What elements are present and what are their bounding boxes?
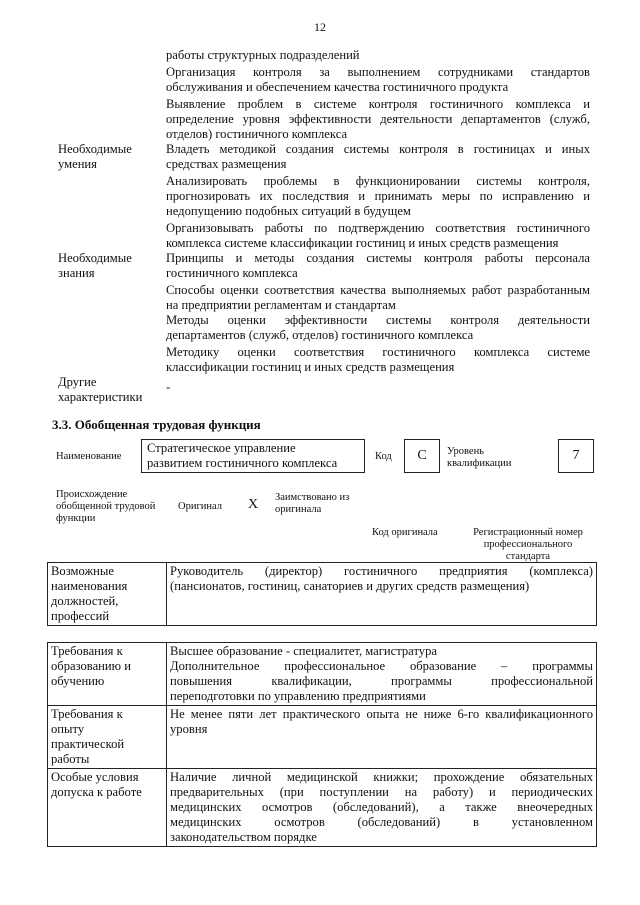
positions-value-line: Руководитель (директор) гостиничного предприятия (комплекса) bbox=[170, 564, 593, 578]
level-label: квалификации bbox=[447, 458, 512, 469]
skills-line: Владеть методикой создания системы контроля в гостиницах и иных bbox=[166, 142, 590, 156]
orig-code-label: Код оригинала bbox=[372, 527, 438, 538]
name-box bbox=[141, 439, 365, 473]
skills-line: Анализировать проблемы в функционировании системы контроля, bbox=[166, 174, 590, 188]
requirement-label-line: Особые условия bbox=[51, 770, 139, 784]
knowledge-line: классификации гостиниц и иных средств размещения bbox=[166, 360, 455, 374]
positions-label-line: Возможные bbox=[51, 564, 114, 578]
text-line: определение уровня эффективности деятельности департаментов (служб, bbox=[166, 112, 590, 126]
requirements-table bbox=[47, 642, 597, 847]
borrowed-label: оригинала bbox=[275, 504, 322, 515]
origin-label: обобщенной трудовой bbox=[56, 501, 156, 512]
requirement-value-line: Высшее образование - специалитет, магистратура bbox=[170, 644, 437, 658]
table-row bbox=[48, 563, 597, 626]
knowledge-line: Методы оценки эффективности системы контроля деятельности bbox=[166, 313, 590, 327]
requirement-label-cell bbox=[48, 706, 167, 769]
page-number: 12 bbox=[314, 20, 326, 34]
skills-line: прогнозировать их последствия и принимать меры по исправлению и bbox=[166, 189, 590, 203]
origin-label: Происхождение bbox=[56, 489, 128, 500]
requirement-label-line: образованию и bbox=[51, 659, 131, 673]
requirement-label-line: обучению bbox=[51, 674, 105, 688]
requirement-value-line: переподготовки по управлению предприятиями bbox=[170, 689, 426, 703]
positions-label-line: наименования bbox=[51, 579, 128, 593]
requirement-label-line: практической bbox=[51, 737, 125, 751]
requirement-label-cell bbox=[48, 643, 167, 706]
other-label: характеристики bbox=[58, 390, 143, 404]
skills-label: умения bbox=[58, 157, 97, 171]
name-line: Стратегическое управление bbox=[147, 441, 296, 455]
skills-label: Необходимые bbox=[58, 142, 132, 156]
requirement-value-cell bbox=[167, 769, 597, 847]
requirement-value-cell bbox=[167, 643, 597, 706]
code-label: Код bbox=[375, 451, 392, 462]
skills-line: Организовывать работы по подтверждению соответствия гостиничного bbox=[166, 221, 590, 235]
text-line: отделов) гостиничного комплекса bbox=[166, 127, 348, 141]
knowledge-line: на предприятии регламентам и стандартам bbox=[166, 298, 396, 312]
section-title: 3.3. Обобщенная трудовая функция bbox=[52, 417, 261, 432]
borrowed-label: Заимствовано из bbox=[275, 492, 350, 503]
skills-line: комплекса системе классификации гостиниц и иных средств размещения bbox=[166, 236, 559, 250]
text-line: обслуживания и обеспечением качества гостиничного продукта bbox=[166, 80, 509, 94]
requirement-label-line: Требования к bbox=[51, 644, 123, 658]
requirement-value-line: повышения квалификации, программы профессиональной bbox=[170, 674, 593, 688]
other-value: - bbox=[166, 380, 171, 394]
original-mark: X bbox=[248, 497, 259, 512]
positions-table bbox=[47, 562, 597, 626]
knowledge-label: Необходимые bbox=[58, 251, 132, 265]
name-line: развитием гостиничного комплекса bbox=[147, 456, 338, 470]
skills-line: средствах размещения bbox=[166, 157, 287, 171]
other-label: Другие bbox=[58, 375, 97, 389]
table-row bbox=[48, 706, 597, 769]
knowledge-line: Способы оценки соответствия качества выполняемых работ разработанным bbox=[166, 283, 590, 297]
knowledge-label: знания bbox=[58, 266, 95, 280]
reg-label: профессионального bbox=[483, 539, 573, 550]
original-label: Оригинал bbox=[178, 501, 222, 512]
requirement-label-line: работы bbox=[51, 752, 90, 766]
requirement-value-cell bbox=[167, 706, 597, 769]
reg-label: Регистрационный номер bbox=[473, 527, 583, 538]
positions-value-cell bbox=[167, 563, 597, 626]
text-line: работы структурных подразделений bbox=[166, 48, 360, 62]
requirement-value-line: Не менее пяти лет практического опыта не ниже 6-го квалификационного bbox=[170, 707, 593, 721]
reg-label: стандарта bbox=[505, 551, 551, 562]
requirement-value-line: Наличие личной медицинской книжки; прохождение обязательных bbox=[170, 770, 593, 784]
requirement-value-line: предварительных (при поступлении на работу) и периодических bbox=[170, 785, 593, 799]
knowledge-line: департаментов (служб, отделов) гостиничного комплекса bbox=[166, 328, 474, 342]
origin-label: функции bbox=[56, 513, 96, 524]
positions-label-line: должностей, bbox=[51, 594, 119, 608]
positions-value-line: (пансионатов, гостиниц, санаториев и других средств размещения) bbox=[170, 579, 530, 593]
skills-line: недопущению подобных ситуаций в будущем bbox=[166, 204, 411, 218]
requirement-value-line: законодательством порядке bbox=[170, 830, 317, 844]
name-label: Наименование bbox=[56, 451, 122, 462]
requirement-label-line: опыту bbox=[51, 722, 85, 736]
text-line: Организация контроля за выполнением сотрудниками стандартов bbox=[166, 65, 590, 79]
knowledge-line: Принципы и методы создания системы контроля работы персонала bbox=[166, 251, 590, 265]
requirement-label-cell bbox=[48, 769, 167, 847]
requirement-label-line: допуска к работе bbox=[51, 785, 142, 799]
table-row bbox=[48, 769, 597, 847]
code-value: С bbox=[404, 439, 440, 473]
requirement-label-line: Требования к bbox=[51, 707, 123, 721]
requirement-value-line: Дополнительное профессиональное образование – программы bbox=[170, 659, 593, 673]
requirement-value-line: уровня bbox=[170, 722, 208, 736]
level-value: 7 bbox=[558, 439, 594, 473]
requirement-value-line: медицинских осмотров (обследований), а также внеочередных bbox=[170, 800, 593, 814]
text-line: Выявление проблем в системе контроля гостиничного комплекса и bbox=[166, 97, 590, 111]
positions-label-line: профессий bbox=[51, 609, 110, 623]
table-row bbox=[48, 643, 597, 706]
requirement-value-line: медицинских осмотров (обследований) в установленном bbox=[170, 815, 593, 829]
knowledge-line: Методику оценки соответствия гостиничного комплекса системе bbox=[166, 345, 590, 359]
level-label: Уровень bbox=[447, 446, 484, 457]
positions-label-cell bbox=[48, 563, 167, 626]
knowledge-line: гостиничного комплекса bbox=[166, 266, 298, 280]
